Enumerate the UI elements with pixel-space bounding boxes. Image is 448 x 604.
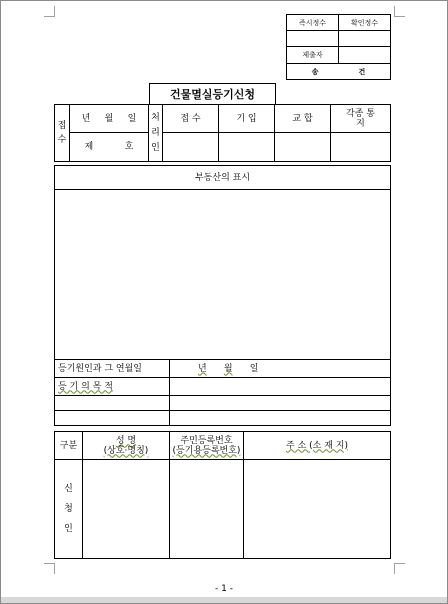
approval-stamp-2[interactable]: [339, 31, 391, 47]
header-name: 성 명 (상호·명칭): [83, 432, 170, 460]
applicant-table: [54, 431, 391, 559]
submitter-label: 제출자: [287, 47, 339, 64]
header-category: 구분: [55, 432, 83, 460]
reception-table: [54, 104, 391, 162]
processing-label: 처리인: [149, 105, 163, 162]
reception-number[interactable]: 제 호: [70, 133, 149, 162]
header-address: 주 소 (소 재 지): [244, 432, 391, 460]
document-title: 건물멸실등기신청: [149, 83, 276, 105]
header-id: 주민등록번호 (등기용등록번호): [170, 432, 244, 460]
purpose-label: 등 기 의 목 적: [55, 378, 170, 396]
reception-date[interactable]: 년 월 일: [70, 105, 149, 133]
cell-reception-stamp[interactable]: [163, 133, 219, 162]
col-verify: 교 합: [275, 105, 331, 133]
margin-mark-top-left: [44, 6, 55, 17]
col-entry: 기 입: [219, 105, 275, 133]
cause-date-field[interactable]: 년 월 일: [170, 360, 391, 378]
applicant-id-field[interactable]: [170, 460, 244, 559]
main-form-table: [54, 165, 391, 426]
submitter-value[interactable]: [339, 47, 391, 64]
property-description-field[interactable]: [55, 190, 391, 360]
purpose-field[interactable]: [170, 378, 391, 396]
applicant-row-label: 신 청 인: [55, 460, 83, 559]
extra-label-2: [55, 411, 170, 426]
margin-mark-bottom-left: [44, 563, 55, 574]
applicant-name-field[interactable]: [83, 460, 170, 559]
property-heading: 부동산의 표시: [55, 166, 391, 190]
extra-field-1[interactable]: [170, 396, 391, 411]
margin-mark-bottom-right: [394, 563, 405, 574]
approval-table: [286, 14, 391, 80]
status-bar: [1, 597, 447, 603]
page-number: - 1 -: [215, 584, 233, 594]
cell-notice-stamp[interactable]: [331, 133, 391, 162]
extra-label-1: [55, 396, 170, 411]
approval-stamp-1[interactable]: [287, 31, 339, 47]
approval-cell-2: 확인정수: [339, 15, 391, 31]
approval-cell-1: 즉시정수: [287, 15, 339, 31]
reception-label: 접수: [55, 105, 70, 162]
cell-verify-stamp[interactable]: [275, 133, 331, 162]
seal-row: 송 건: [287, 64, 391, 80]
applicant-address-field[interactable]: [244, 460, 391, 559]
col-reception: 접 수: [163, 105, 219, 133]
margin-mark-top-right: [394, 6, 405, 17]
cause-label: 등기원인과 그 연월일: [55, 360, 170, 378]
cell-entry-stamp[interactable]: [219, 133, 275, 162]
col-notice: 각종 통지: [331, 105, 391, 133]
extra-field-2[interactable]: [170, 411, 391, 426]
